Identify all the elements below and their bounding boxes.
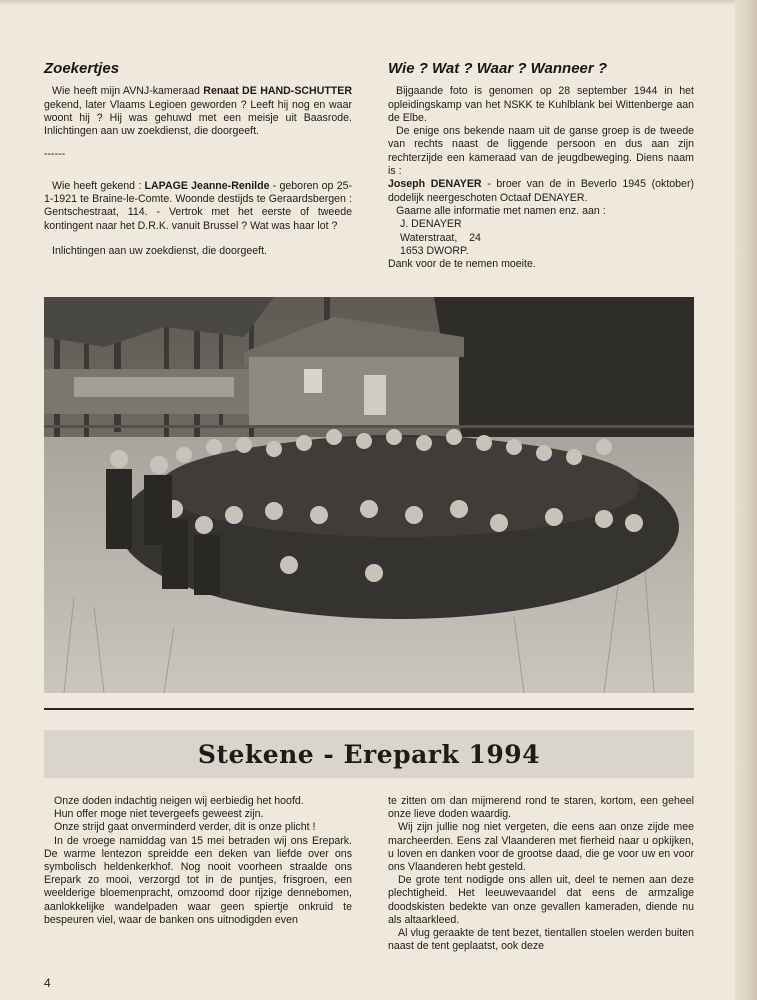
zoekertjes-heading: Zoekertjes bbox=[44, 60, 120, 77]
separator-dashes: ------ bbox=[44, 148, 66, 161]
wie-wat-paragraph-5: Dank voor de te nemen moeite. bbox=[388, 258, 536, 271]
address-line: Waterstraat, 24 bbox=[400, 231, 481, 244]
group-photo-illustration bbox=[44, 297, 694, 693]
text-run: Wie heeft gekend : bbox=[52, 179, 145, 192]
wie-wat-paragraph-3 bbox=[388, 178, 694, 205]
text-run-bold: Renaat DE HAND-SCHUTTER bbox=[203, 85, 352, 98]
group-photo bbox=[44, 297, 694, 693]
article-paragraph: In de vroege namiddag van 15 mei betraden wij ons Erepark. De warme lentezon spreidde een deken van liefde over ons symbolisch heldenkerkhof. Nog nooit voorheen straalde ons Erepark zo mooi, verzorgd tot in de puntjes, frisgroen, een weelderige bloemenpracht, omzoomd door rijzige dennebomen, aanlokkelijke wandelpaden waar geen spiertje onkruid te bespeuren viel, waar de banken ons uitnodigden even bbox=[44, 834, 352, 926]
article-paragraph: Hun offer moge niet tevergeefs geweest zijn. bbox=[54, 808, 264, 821]
wie-wat-heading: Wie ? Wat ? Waar ? Wanneer ? bbox=[388, 60, 608, 77]
article-title: Stekene - Erepark 1994 bbox=[197, 739, 541, 769]
address-line: 1653 DWORP. bbox=[400, 244, 469, 257]
article-paragraph: Al vlug geraakte de tent bezet, tientallen stoelen werden buiten naast de tent geplaatst, ook deze bbox=[388, 927, 694, 953]
article-paragraph: Onze doden indachtig neigen wij eerbiedig het hoofd. bbox=[54, 795, 304, 807]
article-paragraph: Wij zijn jullie nog niet vergeten, die eens aan onze zijde mee marcheerden. Eens zal Vlaanderen met fierheid naar u opkijken, u loven en danken voor de grootse daad, die ge voor uw en voor ons Vlaanderen hebt gesteld. bbox=[388, 821, 694, 874]
article-column-left bbox=[44, 795, 352, 927]
article-column-right bbox=[388, 795, 694, 953]
page-number: 4 bbox=[44, 976, 51, 990]
zoekertjes-paragraph-3: Inlichtingen aan uw zoekdienst, die doorgeeft. bbox=[52, 244, 267, 257]
page-top-edge bbox=[0, 0, 757, 6]
section-divider bbox=[44, 708, 694, 710]
article-paragraph: Onze strijd gaat onverminderd verder, dit is onze plicht ! bbox=[54, 821, 316, 834]
zoekertjes-paragraph-1 bbox=[44, 85, 352, 138]
wie-wat-column bbox=[388, 62, 694, 271]
wie-wat-paragraph-2: De enige ons bekende naam uit de ganse groep is de tweede van rechts naast de liggende persoon en dus aan zijn rechterzijde een kameraad van de jeugdbeweging. Diens naam is : bbox=[388, 125, 694, 178]
address-line: J. DENAYER bbox=[400, 218, 462, 231]
wie-wat-paragraph-4: Gaarne alle informatie met namen enz. aan : bbox=[396, 204, 606, 217]
article-paragraph: te zitten om dan mijmerend rond te staren, kortom, een geheel onze lieve doden waardig. bbox=[388, 795, 694, 821]
text-run: - broer van de in Beverlo 1945 (oktober) dodelijk neergeschoten Octaaf DENAYER. bbox=[388, 178, 695, 204]
article-banner bbox=[44, 730, 694, 778]
text-run: Wie heeft mijn AVNJ-kameraad bbox=[52, 85, 204, 98]
wie-wat-paragraph-1: Bijgaande foto is genomen op 28 september 1944 in het opleidingskamp van het NSKK te Kuhlblank bei Wittenberge aan de Elbe. bbox=[388, 85, 694, 124]
text-run-bold: LAPAGE Jeanne-Renilde bbox=[144, 179, 270, 192]
text-run-bold: Joseph DENAYER bbox=[388, 178, 482, 191]
zoekertjes-paragraph-2 bbox=[44, 180, 352, 233]
article-paragraph: De grote tent nodigde ons allen uit, deel te nemen aan deze plechtigheid. Het leeuwevaandel dat eens de armzalige doodskisten bedekte van onze gevallen kameraden, diende nu als altaarkleed. bbox=[388, 874, 694, 926]
page-fold-edge bbox=[735, 0, 757, 1000]
zoekertjes-column bbox=[44, 62, 352, 258]
text-run: gekend, later Vlaams Legioen geworden ? Leeft hij nog en waar woont hij ? Hij was gehuwd met een meisje uit Baasrode. Inlichtingen aan uw zoekdienst, die doorgeeft. bbox=[44, 98, 352, 138]
text-run: - geboren op 25-1-1921 te Braine-le-Comte. Woonde destijds te Geraardsbergen : Gentschestraat, 114. - Vertrok met het eerste of tweede kontingent naar het D.R.K. vanuit Brussel ? Wat was haar lot ? bbox=[44, 179, 352, 232]
